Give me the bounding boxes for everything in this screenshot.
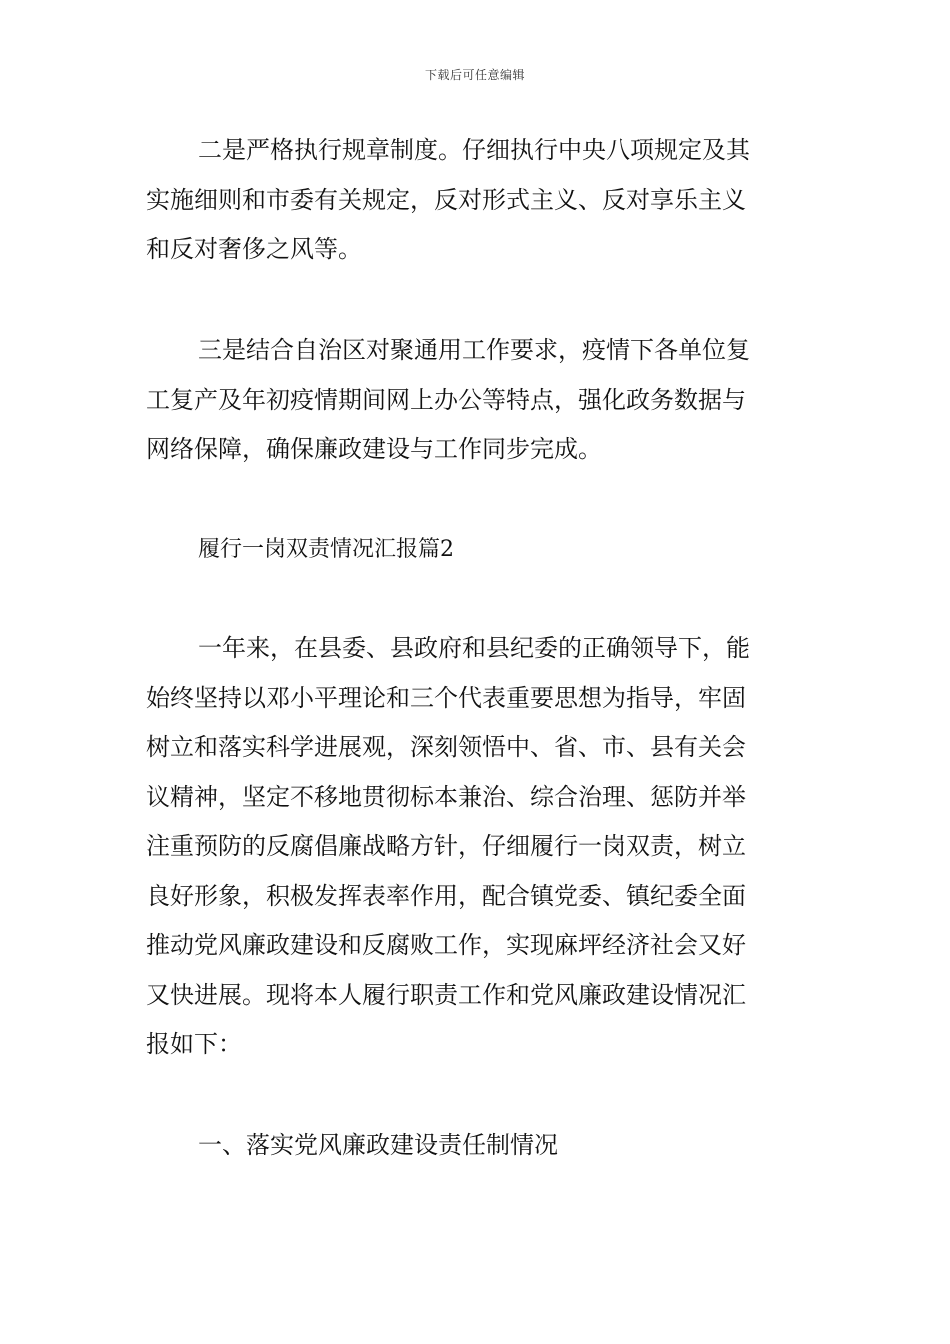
paragraph-annual-report bbox=[146, 624, 808, 1070]
section-title: 履行一岗双责情况汇报篇2 bbox=[198, 537, 454, 562]
paragraph-line: 树立和落实科学进展观，深刻领悟中、省、市、县有关会 bbox=[146, 733, 746, 761]
paragraph-line: 一年来，在县委、县政府和县纪委的正确领导下，能 bbox=[198, 634, 750, 662]
paragraph-line: 报如下： bbox=[146, 1030, 242, 1058]
paragraph-line: 工复产及年初疫情期间网上办公等特点，强化政务数据与 bbox=[146, 385, 746, 414]
paragraph-line: 推动党风廉政建设和反腐败工作，实现麻坪经济社会又好 bbox=[146, 931, 746, 959]
paragraph-strict-rules bbox=[146, 126, 808, 275]
paragraph-line: 网络保障，确保廉政建设与工作同步完成。 bbox=[146, 435, 602, 463]
paragraph-line: 二是严格执行规章制度。仔细执行中央八项规定及其 bbox=[198, 136, 750, 164]
paragraph-line: 良好形象，积极发挥表率作用，配合镇党委、镇纪委全面 bbox=[146, 881, 746, 910]
paragraph-line: 和反对奢侈之风等。 bbox=[146, 235, 362, 263]
paragraph-line: 又快进展。现将本人履行职责工作和党风廉政建设情况汇 bbox=[146, 980, 746, 1009]
paragraph-line: 实施细则和市委有关规定，反对形式主义、反对享乐主义 bbox=[146, 185, 746, 214]
subsection-heading: 一、落实党风廉政建设责任制情况 bbox=[198, 1131, 558, 1159]
paragraph-data-guarantee bbox=[146, 326, 808, 475]
page-header: 下载后可任意编辑 bbox=[424, 68, 525, 82]
paragraph-line: 始终坚持以邓小平理论和三个代表重要思想为指导，牢固 bbox=[146, 683, 746, 712]
paragraph-line: 注重预防的反腐倡廉战略方针，仔细履行一岗双责，树立 bbox=[146, 832, 746, 860]
paragraph-line: 议精神，坚定不移地贯彻标本兼治、综合治理、惩防并举 bbox=[146, 782, 746, 811]
paragraph-line: 三是结合自治区对聚通用工作要求，疫情下各单位复 bbox=[198, 336, 750, 364]
